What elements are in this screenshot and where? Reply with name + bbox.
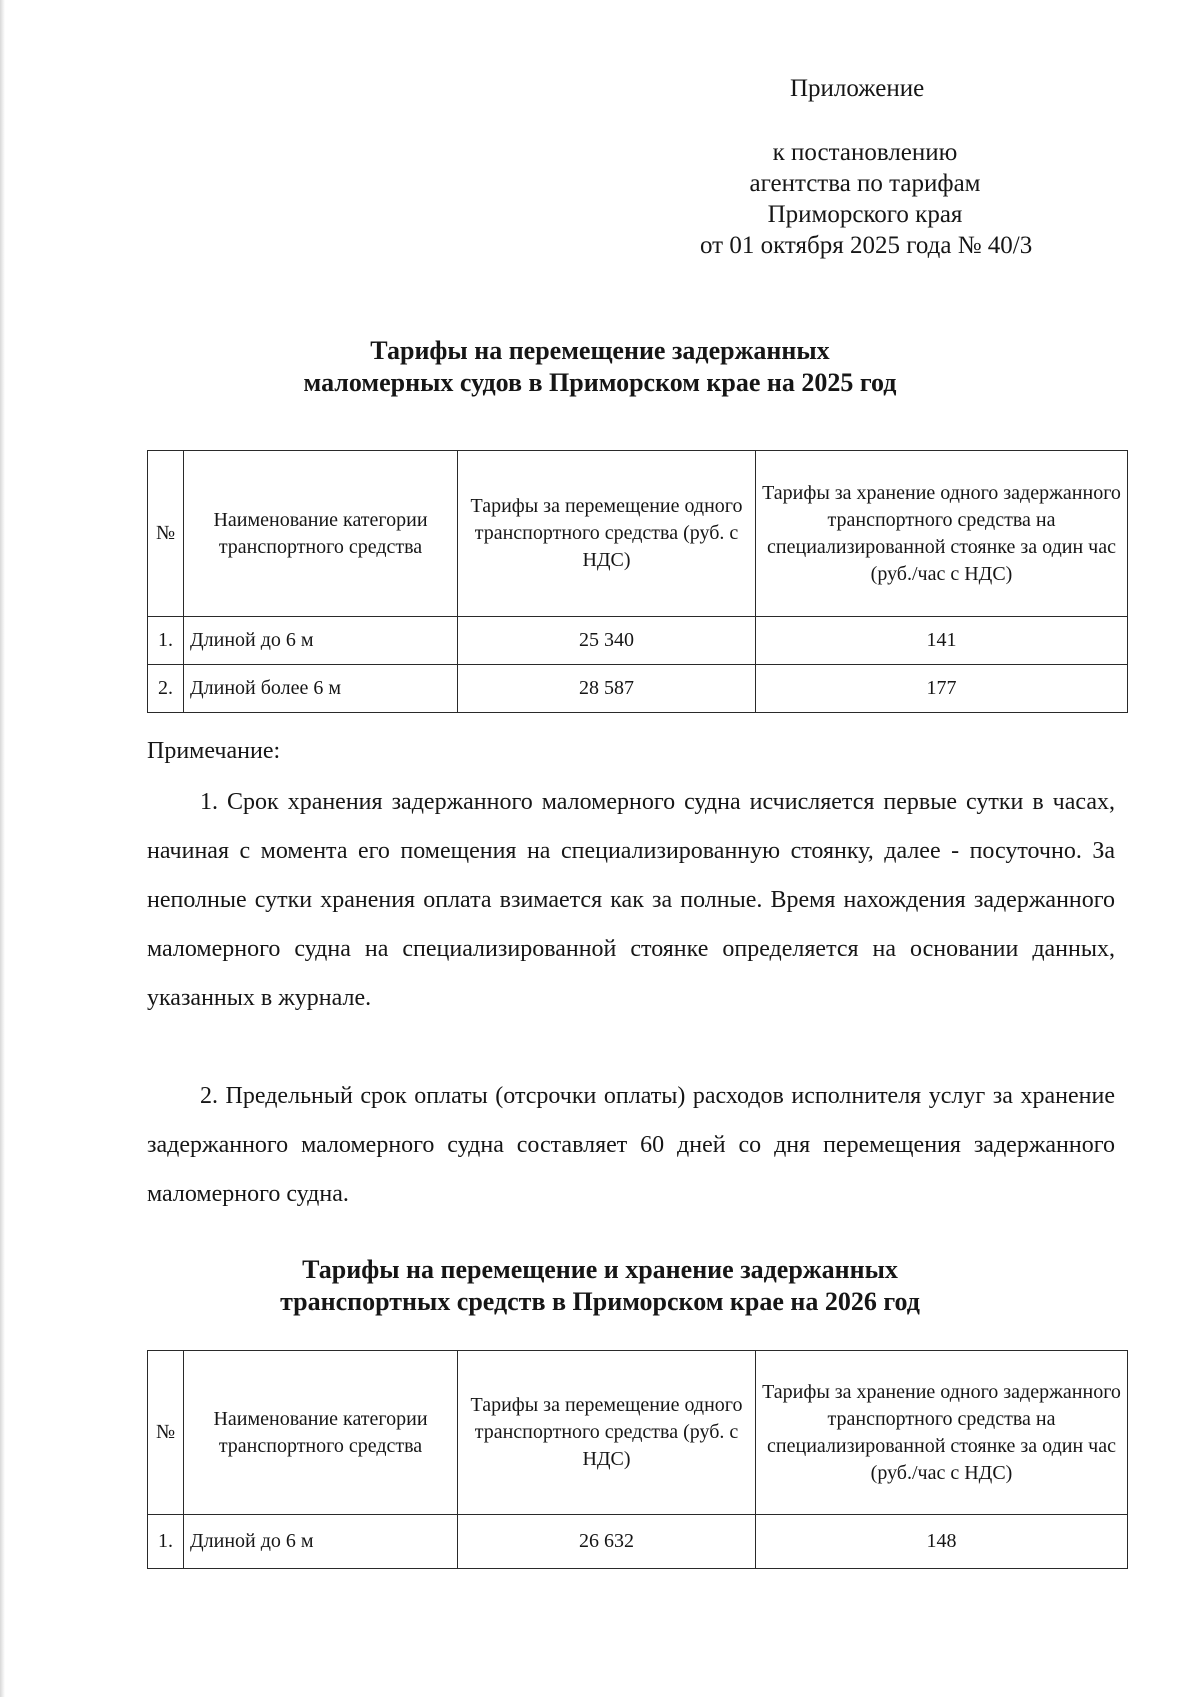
title-2026-line-1: Тарифы на перемещение и хранение задержанных <box>302 1255 898 1284</box>
row-num: 1. <box>148 617 184 665</box>
row-store-tariff: 148 <box>756 1515 1128 1569</box>
notes-title: Примечание: <box>147 738 281 764</box>
row-move-tariff: 25 340 <box>458 617 756 665</box>
row-name: Длиной до 6 м <box>184 617 458 665</box>
appendix-line-2: агентства по тарифам <box>749 170 981 197</box>
header-store-tariff: Тарифы за хранение одного задержанного транспортного средства на специализированной стоянке за один час (руб./час с НДС) <box>756 1351 1128 1515</box>
row-store-tariff: 177 <box>756 665 1128 713</box>
header-move-tariff: Тарифы за перемещение одного транспортного средства (руб. с НДС) <box>458 1351 756 1515</box>
table-header-row <box>148 451 1128 617</box>
appendix-line-1: к постановлению <box>772 139 958 166</box>
title-2025-line-2: маломерных судов в Приморском крае на 2025 год <box>303 368 897 397</box>
row-store-tariff: 141 <box>756 617 1128 665</box>
row-num: 2. <box>148 665 184 713</box>
header-num: № <box>148 451 184 617</box>
note-item-1: 1. Срок хранения задержанного маломерного судна исчисляется первые сутки в часах, начиная с момента его помещения на специализированную стоянку, далее - посуточно. За неполные сутки хранения оплата взимается как за полные. Время нахождения задержанного маломерного судна на специализированной стоянке определяется на основании данных, указанных в журнале. <box>147 789 1115 1011</box>
appendix-line-4: от 01 октября 2025 года № 40/3 <box>700 232 1033 259</box>
row-move-tariff: 26 632 <box>458 1515 756 1569</box>
row-name: Длиной более 6 м <box>184 665 458 713</box>
tariff-table-2025 <box>147 450 1128 713</box>
appendix-label: Приложение <box>790 75 925 102</box>
tariff-table-2026 <box>147 1350 1128 1569</box>
scan-edge <box>0 0 5 1697</box>
table-header-row <box>148 1351 1128 1515</box>
header-move-tariff: Тарифы за перемещение одного транспортного средства (руб. с НДС) <box>458 451 756 617</box>
header-store-tariff: Тарифы за хранение одного задержанного транспортного средства на специализированной стоянке за один час (руб./час с НДС) <box>756 451 1128 617</box>
table-row <box>148 665 1128 713</box>
note-item-2: 2. Предельный срок оплаты (отсрочки оплаты) расходов исполнителя услуг за хранение задержанного маломерного судна составляет 60 дней со дня перемещения задержанного маломерного судна. <box>147 1083 1115 1207</box>
title-2025-line-1: Тарифы на перемещение задержанных <box>370 336 830 365</box>
table-row <box>148 617 1128 665</box>
header-name: Наименование категории транспортного средства <box>184 451 458 617</box>
header-num: № <box>148 1351 184 1515</box>
row-move-tariff: 28 587 <box>458 665 756 713</box>
appendix-line-3: Приморского края <box>767 201 963 228</box>
table-row <box>148 1515 1128 1569</box>
header-name: Наименование категории транспортного средства <box>184 1351 458 1515</box>
title-2026-line-2: транспортных средств в Приморском крае на 2026 год <box>280 1287 920 1316</box>
row-name: Длиной до 6 м <box>184 1515 458 1569</box>
row-num: 1. <box>148 1515 184 1569</box>
